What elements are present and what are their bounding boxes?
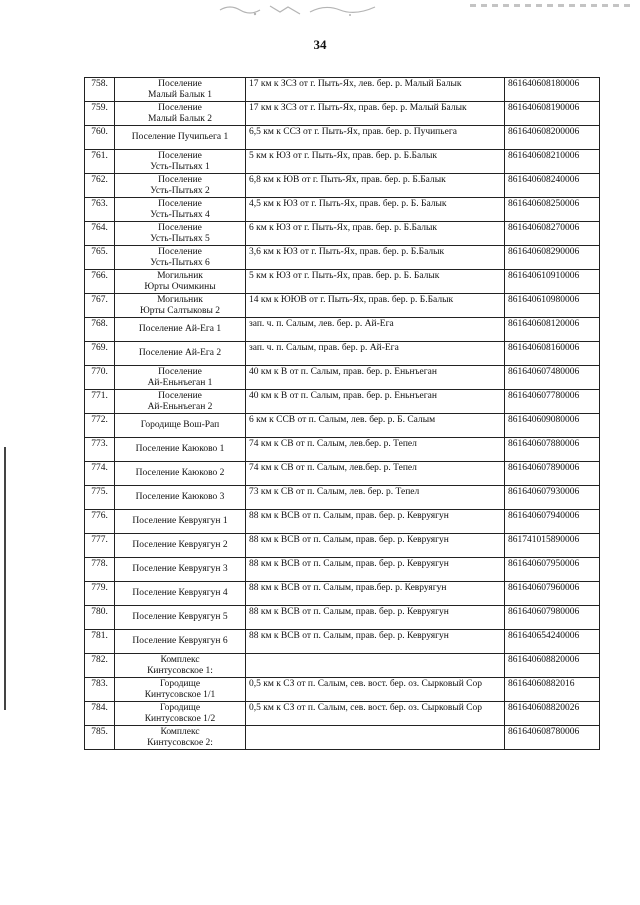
site-location [246, 654, 505, 678]
registry-code: 861640608820006 [505, 654, 600, 678]
registry-code: 861640608190006 [505, 102, 600, 126]
row-number: 761. [85, 150, 115, 174]
registry-code: 861640607930006 [505, 486, 600, 510]
site-name [115, 78, 246, 102]
scan-noise-mark [210, 2, 390, 18]
site-name [115, 174, 246, 198]
site-name-line: Ай-Еньнъеган 2 [147, 401, 213, 412]
table-row [85, 606, 600, 630]
site-name [115, 654, 246, 678]
row-number: 781. [85, 630, 115, 654]
registry-code: 861640610980006 [505, 294, 600, 318]
site-name [115, 486, 246, 510]
site-name [115, 294, 246, 318]
site-location: 6,8 км к ЮВ от г. Пыть-Ях, прав. бер. р. Б.Балык [246, 174, 505, 198]
site-location: 14 км к ЮЮВ от г. Пыть-Ях, прав. бер. р. Б.Балык [246, 294, 505, 318]
site-name-line: Кинтусовское 1/1 [144, 689, 216, 700]
scan-noise-line [470, 4, 630, 7]
site-name-line: Ай-Еньнъеган 1 [147, 377, 213, 388]
site-location: зап. ч. п. Салым, лев. бер. р. Ай-Ега [246, 318, 505, 342]
site-name-line: Поселение Каюково 2 [135, 468, 225, 479]
site-location: 0,5 км к СЗ от п. Салым, сев. вост. бер. оз. Сырковый Сор [246, 702, 505, 726]
row-number: 760. [85, 126, 115, 150]
site-name [115, 534, 246, 558]
table-row [85, 630, 600, 654]
site-name [115, 102, 246, 126]
row-number: 770. [85, 366, 115, 390]
row-number: 772. [85, 414, 115, 438]
site-location: 88 км к ВСВ от п. Салым, прав. бер. р. Кевруягун [246, 534, 505, 558]
site-name-line: Малый Балык 2 [148, 113, 212, 124]
registry-code: 861640608210006 [505, 150, 600, 174]
site-location: 88 км к ВСВ от п. Салым, прав. бер. р. Кевруягун [246, 630, 505, 654]
row-number: 758. [85, 78, 115, 102]
row-number: 769. [85, 342, 115, 366]
table-row [85, 702, 600, 726]
site-name-line: Поселение Кевруягун 4 [132, 588, 228, 599]
row-number: 785. [85, 726, 115, 750]
site-name [115, 222, 246, 246]
table-row [85, 174, 600, 198]
site-location: 6,5 км к ССЗ от г. Пыть-Ях, прав. бер. р. Пучипьега [246, 126, 505, 150]
registry-code: 861640608290006 [505, 246, 600, 270]
registry-code: 861640608270006 [505, 222, 600, 246]
registry-code: 861640654240006 [505, 630, 600, 654]
site-name [115, 678, 246, 702]
site-name-line: Поселение Кевруягун 1 [132, 516, 228, 527]
row-number: 774. [85, 462, 115, 486]
site-name-line: Усть-Пытьях 6 [150, 257, 210, 268]
site-name-line: Кинтусовское 1/2 [144, 713, 216, 724]
site-name [115, 246, 246, 270]
site-name-line: Поселение [158, 367, 202, 377]
site-name-line: Поселение Кевруягун 2 [132, 540, 228, 551]
registry-code: 861640607960006 [505, 582, 600, 606]
registry-code: 861640608240006 [505, 174, 600, 198]
site-name-line: Малый Балык 1 [148, 89, 212, 100]
site-name-line: Поселение [158, 199, 202, 209]
site-location: 0,5 км к СЗ от п. Салым, сев. вост. бер. оз. Сырковый Сор [246, 678, 505, 702]
registry-code: 861640609080006 [505, 414, 600, 438]
row-number: 784. [85, 702, 115, 726]
site-name [115, 438, 246, 462]
registry-code: 861640608180006 [505, 78, 600, 102]
site-location: 88 км к ВСВ от п. Салым, прав.бер. р. Кевруягун [246, 582, 505, 606]
registry-code: 861640608200006 [505, 126, 600, 150]
site-name-line: Поселение [158, 151, 202, 161]
site-name [115, 582, 246, 606]
site-location: 6 км к ССВ от п. Салым, лев. бер. р. Б. Салым [246, 414, 505, 438]
site-location: 17 км к ЗСЗ от г. Пыть-Ях, лев. бер. р. Малый Балык [246, 78, 505, 102]
table-row [85, 390, 600, 414]
site-name-line: Усть-Пытьях 4 [150, 209, 210, 220]
site-location [246, 726, 505, 750]
registry-code: 861640607980006 [505, 606, 600, 630]
site-name-line: Могильник [157, 271, 203, 281]
registry-code: 861640607480006 [505, 366, 600, 390]
site-name-line: Городище [159, 679, 201, 689]
row-number: 767. [85, 294, 115, 318]
site-location: 40 км к В от п. Салым, прав. бер. р. Еньнъеган [246, 390, 505, 414]
table-row [85, 126, 600, 150]
site-location: 5 км к ЮЗ от г. Пыть-Ях, прав. бер. р. Б. Балык [246, 270, 505, 294]
site-name-line: Поселение Ай-Ега 1 [138, 324, 222, 335]
table-row [85, 486, 600, 510]
row-number: 771. [85, 390, 115, 414]
table-row [85, 78, 600, 102]
heritage-registry-table [84, 77, 600, 750]
site-name [115, 726, 246, 750]
row-number: 773. [85, 438, 115, 462]
table-row [85, 366, 600, 390]
table-row [85, 462, 600, 486]
registry-code: 861640608780006 [505, 726, 600, 750]
site-name [115, 342, 246, 366]
row-number: 775. [85, 486, 115, 510]
site-location: 40 км к В от п. Салым, прав. бер. р. Еньнъеган [246, 366, 505, 390]
site-name [115, 150, 246, 174]
site-name-line: Поселение Кевруягун 6 [132, 636, 228, 647]
row-number: 762. [85, 174, 115, 198]
site-name [115, 606, 246, 630]
row-number: 765. [85, 246, 115, 270]
site-location: 88 км к ВСВ от п. Салым, прав. бер. р. Кевруягун [246, 606, 505, 630]
site-name [115, 390, 246, 414]
site-location: 6 км к ЮЗ от г. Пыть-Ях, прав. бер. р. Б.Балык [246, 222, 505, 246]
site-name [115, 366, 246, 390]
table-row [85, 678, 600, 702]
site-location: 74 км к СВ от п. Салым, лев.бер. р. Тепел [246, 438, 505, 462]
table-row [85, 726, 600, 750]
site-name-line: Поселение [158, 175, 202, 185]
table-row [85, 438, 600, 462]
site-location: 5 км к ЮЗ от г. Пыть-Ях, прав. бер. р. Б.Балык [246, 150, 505, 174]
row-number: 759. [85, 102, 115, 126]
site-name-line: Комплекс [160, 655, 200, 665]
registry-code: 861640608820026 [505, 702, 600, 726]
table-row [85, 270, 600, 294]
site-name-line: Юрты Салтыковы 2 [139, 305, 221, 316]
site-name [115, 558, 246, 582]
registry-code: 86164060882016 [505, 678, 600, 702]
site-name [115, 318, 246, 342]
row-number: 780. [85, 606, 115, 630]
site-name-line: Поселение [158, 79, 202, 89]
table-body [85, 78, 600, 750]
site-name-line: Усть-Пытьях 2 [150, 185, 210, 196]
registry-code: 861640608250006 [505, 198, 600, 222]
registry-code: 861640608160006 [505, 342, 600, 366]
site-name-line: Поселение Каюково 3 [135, 492, 225, 503]
registry-code: 861640608120006 [505, 318, 600, 342]
site-name-line: Поселение Пучипьега 1 [131, 132, 229, 143]
site-location: 74 км к СВ от п. Салым, лев.бер. р. Тепел [246, 462, 505, 486]
site-name [115, 702, 246, 726]
table-row [85, 582, 600, 606]
site-name-line: Кинтусовское 2: [147, 737, 213, 748]
site-name-line: Усть-Пытьях 5 [150, 233, 210, 244]
table-row [85, 558, 600, 582]
row-number: 778. [85, 558, 115, 582]
site-name [115, 270, 246, 294]
table-row [85, 318, 600, 342]
registry-code: 861640607950006 [505, 558, 600, 582]
row-number: 776. [85, 510, 115, 534]
site-name-line: Поселение Кевруягун 5 [132, 612, 228, 623]
registry-code: 861640607780006 [505, 390, 600, 414]
table-row [85, 414, 600, 438]
table-row [85, 294, 600, 318]
site-name-line: Усть-Пытьях 1 [150, 161, 210, 172]
registry-code: 861640607890006 [505, 462, 600, 486]
site-name [115, 510, 246, 534]
site-name-line: Поселение [158, 247, 202, 257]
site-name-line: Городище Вош-Рап [140, 420, 220, 431]
registry-code: 861640610910006 [505, 270, 600, 294]
site-location: зап. ч. п. Салым, прав. бер. р. Ай-Ега [246, 342, 505, 366]
table-row [85, 222, 600, 246]
table-row [85, 102, 600, 126]
site-location: 88 км к ВСВ от п. Салым, прав. бер. р. Кевруягун [246, 558, 505, 582]
site-location: 17 км к ЗСЗ от г. Пыть-Ях, прав. бер. р. Малый Балык [246, 102, 505, 126]
site-name-line: Поселение [158, 391, 202, 401]
table-row [85, 342, 600, 366]
row-number: 782. [85, 654, 115, 678]
site-location: 73 км к СВ от п. Салым, лев. бер. р. Тепел [246, 486, 505, 510]
site-name-line: Комплекс [160, 727, 200, 737]
page-number: 34 [313, 37, 327, 52]
row-number: 763. [85, 198, 115, 222]
table-row [85, 198, 600, 222]
row-number: 766. [85, 270, 115, 294]
site-name [115, 198, 246, 222]
table-row [85, 510, 600, 534]
row-number: 783. [85, 678, 115, 702]
site-name-line: Юрты Очимкины [144, 281, 216, 292]
site-name [115, 630, 246, 654]
site-name-line: Кинтусовское 1: [147, 665, 213, 676]
row-number: 777. [85, 534, 115, 558]
site-name-line: Поселение [158, 223, 202, 233]
row-number: 768. [85, 318, 115, 342]
site-location: 3,6 км к ЮЗ от г. Пыть-Ях, прав. бер. р. Б.Балык [246, 246, 505, 270]
site-name-line: Поселение Кевруягун 3 [132, 564, 228, 575]
registry-code: 861640607940006 [505, 510, 600, 534]
site-name-line: Могильник [157, 295, 203, 305]
site-name-line: Поселение Каюково 1 [135, 444, 225, 455]
table-row [85, 246, 600, 270]
table-row [85, 654, 600, 678]
site-location: 88 км к ВСВ от п. Салым, прав. бер. р. Кевруягун [246, 510, 505, 534]
table-row [85, 534, 600, 558]
row-number: 779. [85, 582, 115, 606]
row-number: 764. [85, 222, 115, 246]
site-name-line: Поселение [158, 103, 202, 113]
registry-code: 861640607880006 [505, 438, 600, 462]
margin-mark [4, 447, 6, 710]
table-row [85, 150, 600, 174]
site-name [115, 126, 246, 150]
site-name-line: Поселение Ай-Ега 2 [138, 348, 222, 359]
site-name-line: Городище [159, 703, 201, 713]
site-location: 4,5 км к ЮЗ от г. Пыть-Ях, прав. бер. р. Б. Балык [246, 198, 505, 222]
site-name [115, 462, 246, 486]
site-name [115, 414, 246, 438]
registry-code: 861741015890006 [505, 534, 600, 558]
